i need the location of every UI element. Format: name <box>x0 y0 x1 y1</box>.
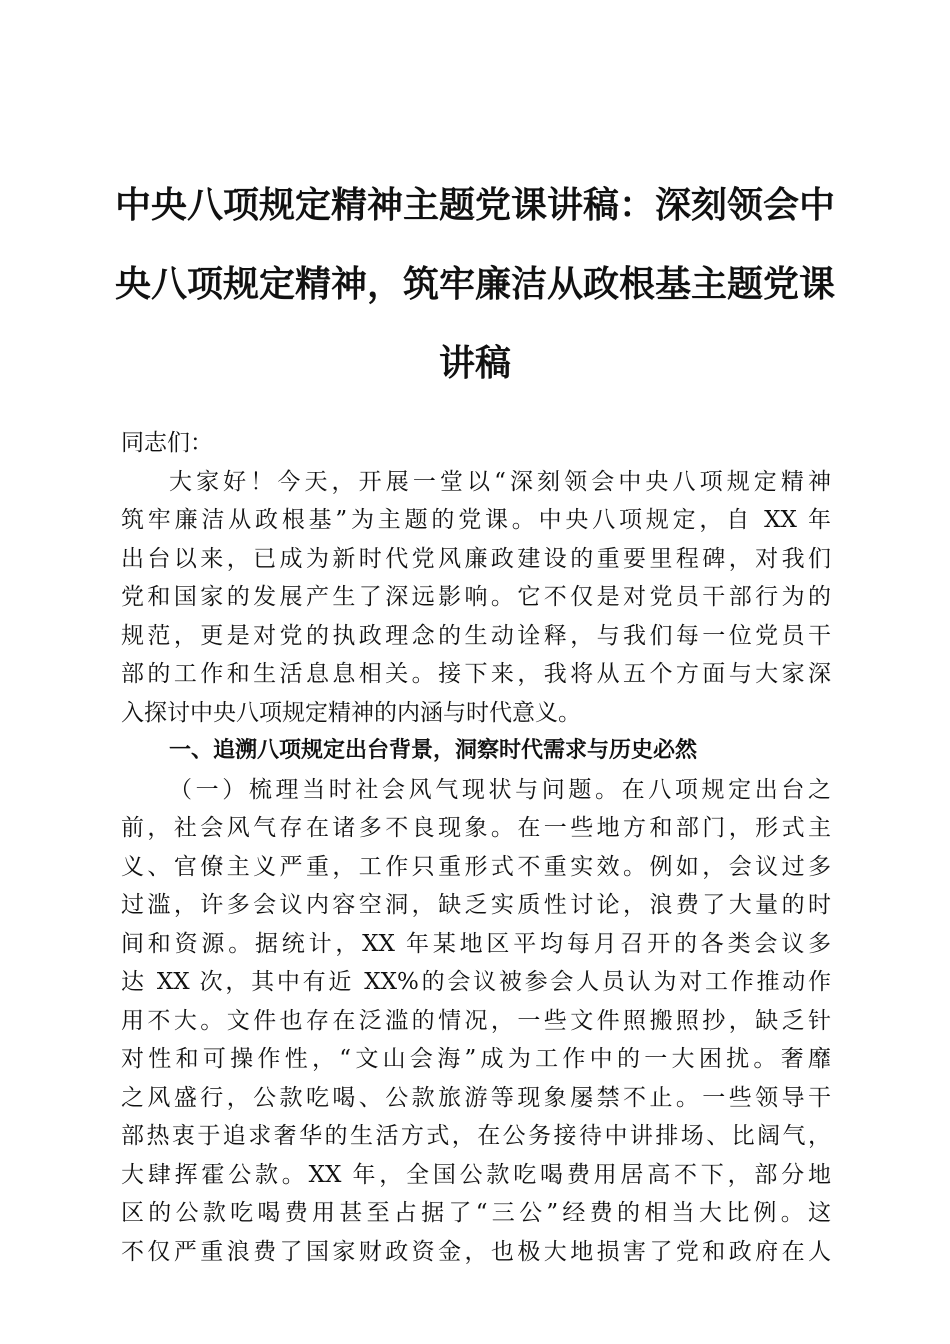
paragraph-line: 之风盛行，公款吃喝、公款旅游等现象屡禁不止。一些领导干 <box>121 1084 831 1111</box>
paragraph-line: 出台以来，已成为新时代党风廉政建设的重要里程碑，对我们 <box>121 545 831 572</box>
paragraph-line: 大肆挥霍公款。XX 年，全国公款吃喝费用居高不下，部分地 <box>121 1161 831 1188</box>
paragraph-line: 前，社会风气存在诸多不良现象。在一些地方和部门，形式主 <box>121 815 831 841</box>
paragraph-line: 规范，更是对党的执政理念的生动诠释，与我们每一位党员干 <box>121 622 831 649</box>
title-line-3: 讲稿 <box>438 343 511 384</box>
paragraph-line: 用不大。文件也存在泛滥的情况，一些文件照搬照抄，缺乏针 <box>121 1007 831 1034</box>
document-title <box>110 166 840 403</box>
paragraph-line: 过滥，许多会议内容空洞，缺乏实质性讨论，浪费了大量的时 <box>121 892 831 918</box>
document-body <box>121 424 831 1271</box>
paragraph-line: （一）梳理当时社会风气现状与问题。在八项规定出台之 <box>169 776 831 803</box>
paragraph-line: 入探讨中央八项规定精神的内涵与时代意义。 <box>121 699 581 726</box>
paragraph-line: 筑牢廉洁从政根基”为主题的党课。中央八项规定，自 XX 年 <box>121 507 831 533</box>
paragraph-line: 区的公款吃喝费用甚至占据了“三公”经费的相当大比例。这 <box>121 1200 831 1226</box>
paragraph-line: 对性和可操作性，“文山会海”成为工作中的一大困扰。奢靡 <box>121 1046 831 1072</box>
paragraph-line: 义、官僚主义严重，工作只重形式不重实效。例如，会议过多 <box>121 853 831 880</box>
paragraph-line: 党和国家的发展产生了深远影响。它不仅是对党员干部行为的 <box>121 584 831 610</box>
title-line-1: 中央八项规定精神主题党课讲稿：深刻领会中 <box>114 185 835 226</box>
section-heading: 一、追溯八项规定出台背景，洞察时代需求与历史必然 <box>169 738 698 763</box>
paragraph-line: 部热衷于追求奢华的生活方式，在公务接待中讲排场、比阔气， <box>121 1123 831 1149</box>
paragraph-line: 达 XX 次，其中有近 XX%的会议被参会人员认为对工作推动作 <box>121 969 831 995</box>
title-line-2: 央八项规定精神，筑牢廉洁从政根基主题党课 <box>114 264 835 305</box>
paragraph-line: 不仅严重浪费了国家财政资金，也极大地损害了党和政府在人 <box>121 1238 831 1265</box>
paragraph-line: 部的工作和生活息息相关。接下来，我将从五个方面与大家深 <box>121 661 831 687</box>
intro-paragraph <box>121 463 831 733</box>
section-paragraph <box>121 771 831 1272</box>
salutation: 同志们： <box>121 430 213 456</box>
paragraph-line: 大家好！今天，开展一堂以“深刻领会中央八项规定精神 <box>169 468 831 495</box>
paragraph-line: 间和资源。据统计，XX 年某地区平均每月召开的各类会议多 <box>121 930 831 957</box>
